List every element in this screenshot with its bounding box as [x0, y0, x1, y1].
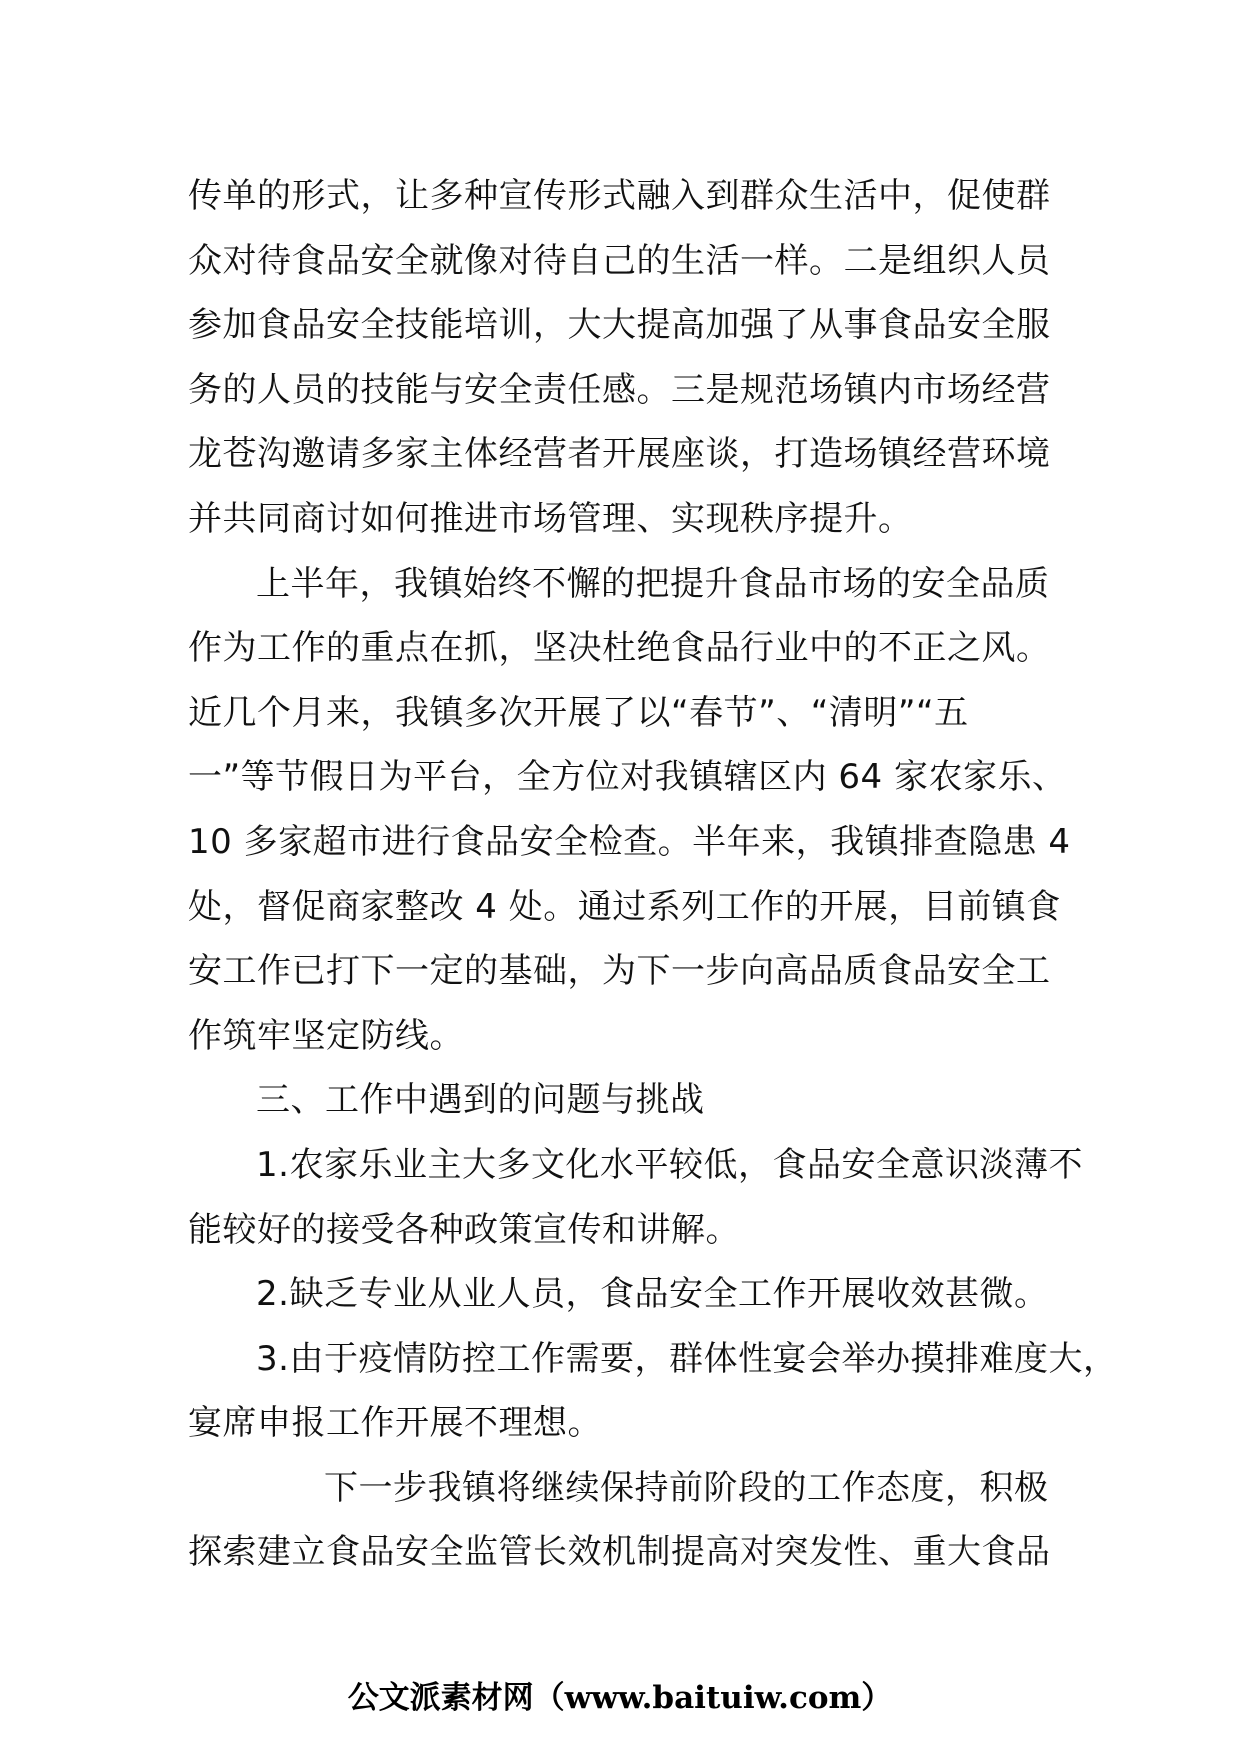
text-line: 1.农家乐业主大多文化水平较低，食品安全意识淡薄不	[256, 1144, 1083, 1185]
text-line: 一”等节假日为平台，全方位对我镇辖区内 64 家农家乐、	[188, 757, 1067, 798]
text-line: 传单的形式，让多种宣传形式融入到群众生活中，促使群	[188, 176, 1051, 216]
footer-watermark: 公文派素材网（www.baituiw.com）	[347, 1680, 893, 1716]
text-line: 务的人员的技能与安全责任感。三是规范场镇内市场经营	[188, 369, 1051, 410]
text-line: 众对待食品安全就像对待自己的生活一样。二是组织人员	[188, 240, 1051, 281]
text-line: 2.缺乏专业从业人员，食品安全工作开展收效甚微。	[256, 1274, 1049, 1315]
text-line: 上半年，我镇始终不懈的把提升食品市场的安全品质	[256, 563, 1050, 604]
text-line: 近几个月来，我镇多次开展了以“春节”、“清明”“五	[188, 692, 969, 733]
text-line: 探索建立食品安全监管长效机制提高对突发性、重大食品	[188, 1532, 1051, 1573]
text-line: 龙苍沟邀请多家主体经营者开展座谈，打造场镇经营环境	[188, 434, 1051, 475]
text-line: 宴席申报工作开展不理想。	[188, 1403, 602, 1444]
text-line: 作筑牢坚定防线。	[188, 1015, 464, 1056]
text-line: 能较好的接受各种政策宣传和讲解。	[188, 1209, 740, 1250]
text-line: 作为工作的重点在抓，坚决杜绝食品行业中的不正之风。	[188, 628, 1051, 669]
section-heading: 三、工作中遇到的问题与挑战	[256, 1080, 705, 1121]
text-line: 10 多家超市进行食品安全检查。半年来，我镇排查隐患 4	[188, 821, 1071, 862]
text-line: 下一步我镇将继续保持前阶段的工作态度，积极	[324, 1467, 1049, 1508]
text-line: 3.由于疫情防控工作需要，群体性宴会举办摸排难度大，	[256, 1338, 1118, 1379]
body-text	[188, 164, 1118, 1585]
text-line: 处，督促商家整改 4 处。通过系列工作的开展，目前镇食	[188, 886, 1061, 927]
text-line: 并共同商讨如何推进市场管理、实现秩序提升。	[188, 498, 913, 539]
text-line: 参加食品安全技能培训，大大提高加强了从事食品安全服	[188, 305, 1051, 346]
text-line: 安工作已打下一定的基础，为下一步向高品质食品安全工	[188, 951, 1051, 992]
